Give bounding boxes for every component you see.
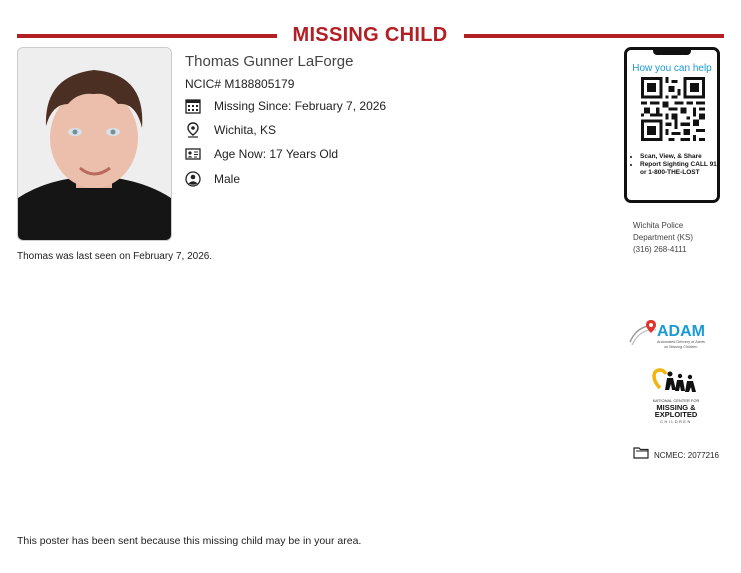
footer-note: This poster has been sent because this missing child may be in your area.	[17, 535, 362, 547]
help-item-share: • Scan, View, & Share	[640, 153, 724, 161]
folder-icon	[633, 446, 649, 464]
svg-text:MISSING &: MISSING &	[656, 403, 696, 412]
help-card	[624, 47, 720, 203]
help-item-report: • Report Sighting CALL 911 or 1-800-THE-LOST	[640, 161, 724, 177]
location-row	[185, 120, 276, 140]
header-rule-right	[464, 34, 724, 38]
help-card-title: How you can help	[632, 63, 712, 74]
missing-since: Missing Since: February 7, 2026	[214, 99, 387, 113]
sex-row	[185, 169, 240, 189]
age-now: Age Now: 17 Years Old	[214, 147, 339, 161]
ncmec-case	[633, 446, 719, 464]
ncmec-case-number: NCMEC: 2077216	[654, 450, 719, 460]
agency-phone[interactable]: (316) 268-4111	[633, 245, 687, 254]
id-card-icon	[185, 146, 201, 162]
svg-text:ADAM: ADAM	[657, 323, 705, 340]
svg-text:CHILDREN: CHILDREN	[660, 420, 692, 424]
missing-since-row	[185, 96, 386, 116]
svg-text:NATIONAL CENTER FOR: NATIONAL CENTER FOR	[652, 398, 700, 403]
ncmec-logo	[646, 366, 706, 428]
adam-logo	[628, 318, 720, 352]
help-card-list	[631, 153, 724, 177]
phone-notch	[653, 49, 691, 55]
header-rule-left	[17, 34, 277, 38]
child-photo	[17, 47, 172, 241]
agency-contact	[633, 220, 693, 256]
sex: Male	[214, 172, 241, 186]
qr-code-icon[interactable]	[641, 77, 705, 141]
svg-text:Automated Delivery of Alerts: Automated Delivery of Alerts	[657, 340, 705, 344]
svg-text:on Missing Children: on Missing Children	[664, 345, 698, 349]
age-row	[185, 144, 338, 164]
agency-name: Wichita Police	[633, 221, 684, 230]
agency-dept: Department (KS)	[633, 233, 694, 242]
last-seen-text: Thomas was last seen on February 7, 2026.	[17, 251, 213, 262]
ncic-number: NCIC# M188805179	[185, 77, 295, 91]
calendar-icon	[185, 98, 201, 114]
poster-title: MISSING CHILD	[292, 24, 448, 46]
person-icon	[185, 171, 201, 187]
location: Wichita, KS	[214, 123, 277, 137]
location-pin-icon	[185, 122, 201, 138]
svg-text:EXPLOITED: EXPLOITED	[654, 410, 698, 419]
child-name: Thomas Gunner LaForge	[185, 53, 354, 70]
